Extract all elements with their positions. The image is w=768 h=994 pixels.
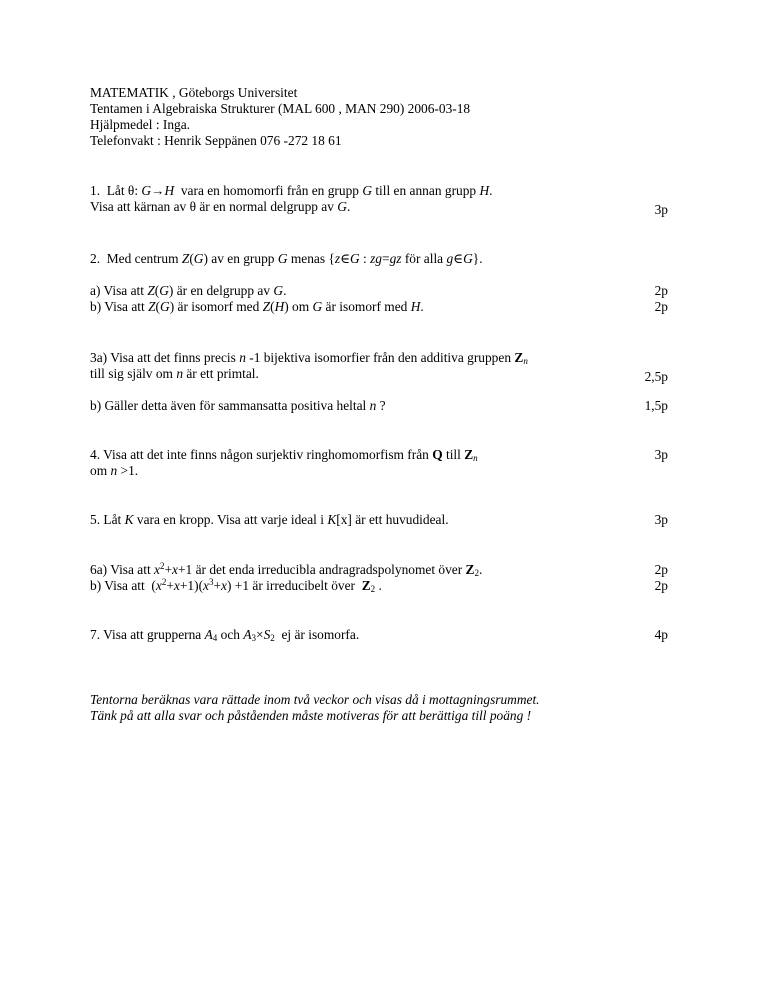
problem-3b-points: 1,5p	[644, 398, 668, 413]
problem-4-line-2: om n >1.	[90, 463, 139, 478]
problem-3b: b) Gäller detta även för sammansatta positiva heltal n ?	[90, 398, 386, 413]
problem-3a-line-2: till sig själv om n är ett primtal.	[90, 366, 259, 381]
problem-4-line-1: 4. Visa att det inte finns någon surjektiv ringhomomorfism från Q till $Z_n$	[90, 447, 478, 463]
footer-line-1: Tentorna beräknas vara rättade inom två veckor och visas då i mottagningsrummet.	[90, 692, 540, 707]
problem-5: 5. Låt K vara en kropp. Visa att varje ideal i K[x] är ett huvudideal.	[90, 512, 449, 527]
problem-3a-line-1: 3a) Visa att det finns precis n -1 bijektiva isomorfier från den additiva gruppen $Z_n$	[90, 350, 528, 366]
problem-2a: a) Visa att Z(G) är en delgrupp av G.	[90, 283, 287, 298]
problem-7: 7. Visa att grupperna $A_4$ och $A_3\times S_2$ ej är isomorfa.	[90, 627, 360, 643]
problem-6a-points: 2p	[654, 562, 668, 577]
problem-1-line-1: 1. Låt θ: G→H vara en homomorfi från en grupp G till en annan grupp H.	[90, 183, 493, 198]
problem-1-line-2: Visa att kärnan av θ är en normal delgrupp av G.	[90, 199, 351, 214]
header-line-2: Tentamen i Algebraiska Strukturer (MAL 600 , MAN 290) 2006-03-18	[90, 101, 471, 116]
header-line-3: Hjälpmedel : Inga.	[90, 117, 191, 132]
problem-2b: b) Visa att Z(G) är isomorf med Z(H) om G är isomorf med H.	[90, 299, 424, 314]
header-line-4: Telefonvakt : Henrik Seppänen 076 -272 18 61	[90, 133, 342, 148]
problem-2-intro: 2. Med centrum Z(G) av en grupp G menas {z∈G : zg=gz för alla g∈G}.	[90, 251, 483, 266]
problem-3a-points: 2,5p	[644, 369, 668, 384]
problem-1-points: 3p	[654, 202, 668, 217]
header-line-1: MATEMATIK , Göteborgs Universitet	[90, 85, 298, 100]
problem-6b: b) Visa att $(x^2+x+1)(x^3+x) +1$ är irreducibelt över $Z_2$ .	[90, 577, 382, 594]
problem-6a: 6a) Visa att $x^2+x+1$ är det enda irreducibla andragradspolynomet över $Z_2$.	[90, 561, 483, 578]
problem-4-points: 3p	[654, 447, 668, 462]
problem-7-points: 4p	[654, 627, 668, 642]
footer-line-2: Tänk på att alla svar och påståenden måste motiveras för att berättiga till poäng !	[90, 708, 532, 723]
problem-2b-points: 2p	[654, 299, 668, 314]
problem-2a-points: 2p	[654, 283, 668, 298]
problem-6b-points: 2p	[654, 578, 668, 593]
problem-5-points: 3p	[654, 512, 668, 527]
